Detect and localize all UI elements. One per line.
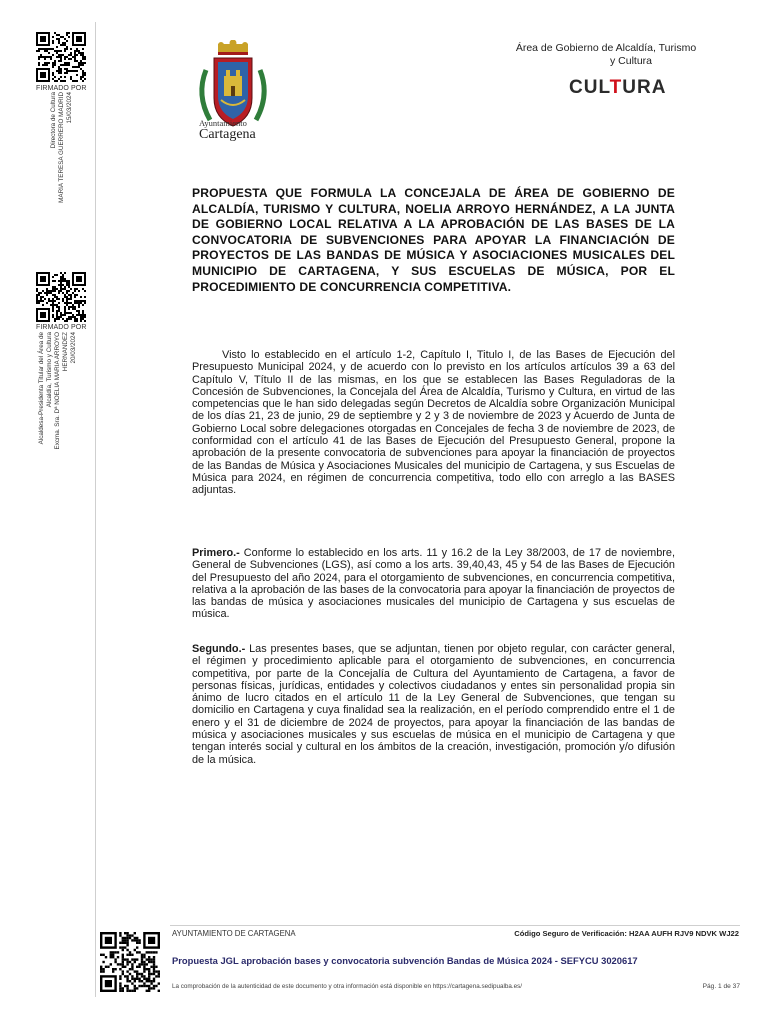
signature-1-line: Directora de Cultura [50, 92, 57, 149]
logo-text-ayuntamiento: Ayuntamiento [199, 118, 247, 128]
footer-organization: AYUNTAMIENTO DE CARTAGENA [172, 929, 296, 938]
area-line-2: y Cultura [609, 55, 652, 67]
verification-code: Código Seguro de Verificación: H2AA AUFH RJV9 NDVK WJ22 [514, 929, 739, 938]
page-number: Pág. 1 de 37 [702, 983, 740, 990]
segundo-text: Las presentes bases, que se adjuntan, tienen por objeto regular, con carácter general, el régimen y procedimiento aplicable para el otorgamiento de subvenciones, en concurrencia competitiva, por parte de la Concejalía de Cultura del Ayuntamiento de Cartagena, a favor de personas físicas, jurídicas, entidades y colectivos ciudadanos y entes sin personalidad propia sin ánimo de lucro citados en el artículo 11 de la Ley General de Subvenciones, que tengan su domicilio en Cartagena y cuya finalidad sea la realización, en el período comprendido entre el 1 de enero y el 31 de diciembre de 2024 de proyectos, para apoyar la financiación de las bandas de música y asociaciones musicales y sus escuelas de música en el municipio de Cartagena y que tengan interés social y cultural en los ámbitos de la creación, investigación, promoción y/o difusión de la música. [192, 643, 675, 766]
signature-1-details [50, 92, 74, 222]
signature-1-line: 15/03/2024 [66, 92, 73, 124]
signature-1-line: MARIA TERESA GUERRERO MADRID [58, 92, 65, 203]
primero-paragraph [192, 547, 675, 621]
qr-code-graphic [100, 932, 160, 992]
signature-2-details [38, 332, 78, 472]
logo-text-cartagena: Cartagena [199, 127, 256, 142]
brand-part: URA [622, 77, 667, 98]
signature-2-line: Alcaldía, Turismo y Cultura [46, 332, 53, 408]
primero-label: Primero.- [192, 547, 240, 559]
sidebar-divider [95, 22, 96, 997]
signature-2-line: HERNANDEZ [62, 332, 69, 372]
qr-code-icon [100, 932, 160, 992]
government-area [486, 42, 726, 68]
qr-code-graphic [36, 272, 86, 322]
qr-code-icon [36, 32, 86, 82]
signature-2-line: Alcaldesa-Presidenta Titular del Área de [38, 332, 45, 445]
authenticity-note: La comprobación de la autenticidad de este documento y otra información está disponible en https://cartagena.sedipualba.es/ [172, 983, 523, 990]
signature-2-line: 20/03/2024 [70, 332, 77, 364]
footer-document-title: Propuesta JGL aprobación bases y convocatoria subvención Bandas de Música 2024 - SEFYCU 3020617 [172, 955, 638, 966]
cultura-brand-logo [569, 77, 666, 99]
signature-2-line: Excma. Sra. Dª NOELIA MARIA ARROYO [54, 332, 61, 450]
signature-label: FIRMADO POR [36, 85, 87, 92]
qr-code-graphic [36, 32, 86, 82]
signature-label: FIRMADO POR [36, 324, 87, 331]
area-line-1: Área de Gobierno de Alcaldía, Turismo [515, 42, 697, 54]
document-title: PROPUESTA QUE FORMULA LA CONCEJALA DE ÁREA DE GOBIERNO DE ALCALDÍA, TURISMO Y CULTURA, NOELIA ARROYO HERNÁNDEZ, A LA JUNTA DE GOBIERNO LOCAL RELATIVA A LA APROBACIÓN DE LAS BASES DE LA CONVOCATORIA DE SUBVENCIONES PARA APOYAR LA FINANCIACIÓN DE PROYECTOS DE LAS BANDAS DE MÚSICA Y ASOCIACIONES MUSICALES DEL MUNICIPIO DE CARTAGENA, Y SUS ESCUELAS DE MÚSICA, POR EL PROCEDIMIENTO DE CONCURRENCIA COMPETITIVA. [192, 186, 675, 294]
segundo-paragraph [192, 643, 675, 766]
segundo-label: Segundo.- [192, 643, 246, 655]
intro-paragraph: Visto lo establecido en el artículo 1-2, Capítulo I, Titulo I, de las Bases de Ejecución del Presupuesto Municipal 2024, y de acuerdo con lo previsto en los artículos artículos 39 a 63 del Capítulo V, Título II de las mismas, en los que se establecen las Bases Reguladoras de la Concesión de Subvenciones, la Concejala del Área de Alcaldía, Turismo y Cultura, en virtud de las competencias que le han sido delegadas según Decretos de Alcaldía sobre Organización Municipal de los días 21, 23 de junio, 29 de septiembre y 2 y 3 de noviembre de 2023 y Acuerdo de Junta de Gobierno Local sobre delegaciones otorgadas en Concejales de fecha 3 de noviembre de 2023, de conformidad con el artículo 41 de las Bases de Ejecución del Presupuesto General, propone la aprobación de la presente convocatoria de subvenciones para apoyar la financiación de proyectos de las Bandas de Música y Asociaciones Musicales del municipio de Cartagena, y sus Escuelas de Música para 2024, en régimen de concurrencia competitiva, todo ello con arreglo a las BASES adjuntas. [192, 349, 675, 497]
footer-divider [170, 925, 740, 926]
brand-part: CUL [569, 77, 610, 98]
brand-red-t: T [609, 77, 623, 98]
primero-text: Conforme lo establecido en los arts. 11 y 16.2 de la Ley 38/2003, de 17 de noviembre, General de Subvenciones (LGS), así como a los arts. 39,40,43, 45 y 54 de las Bases de Ejecución del Presupuesto del año 2024, para el otorgamiento de subvenciones, en concurrencia competitiva, relativa a la aprobación de las bases de la convocatoria para apoyar la financiación de proyectos de las bandas de música y asociaciones musicales del municipio de Cartagena y sus escuelas de música. [192, 547, 675, 621]
qr-code-icon [36, 272, 86, 322]
